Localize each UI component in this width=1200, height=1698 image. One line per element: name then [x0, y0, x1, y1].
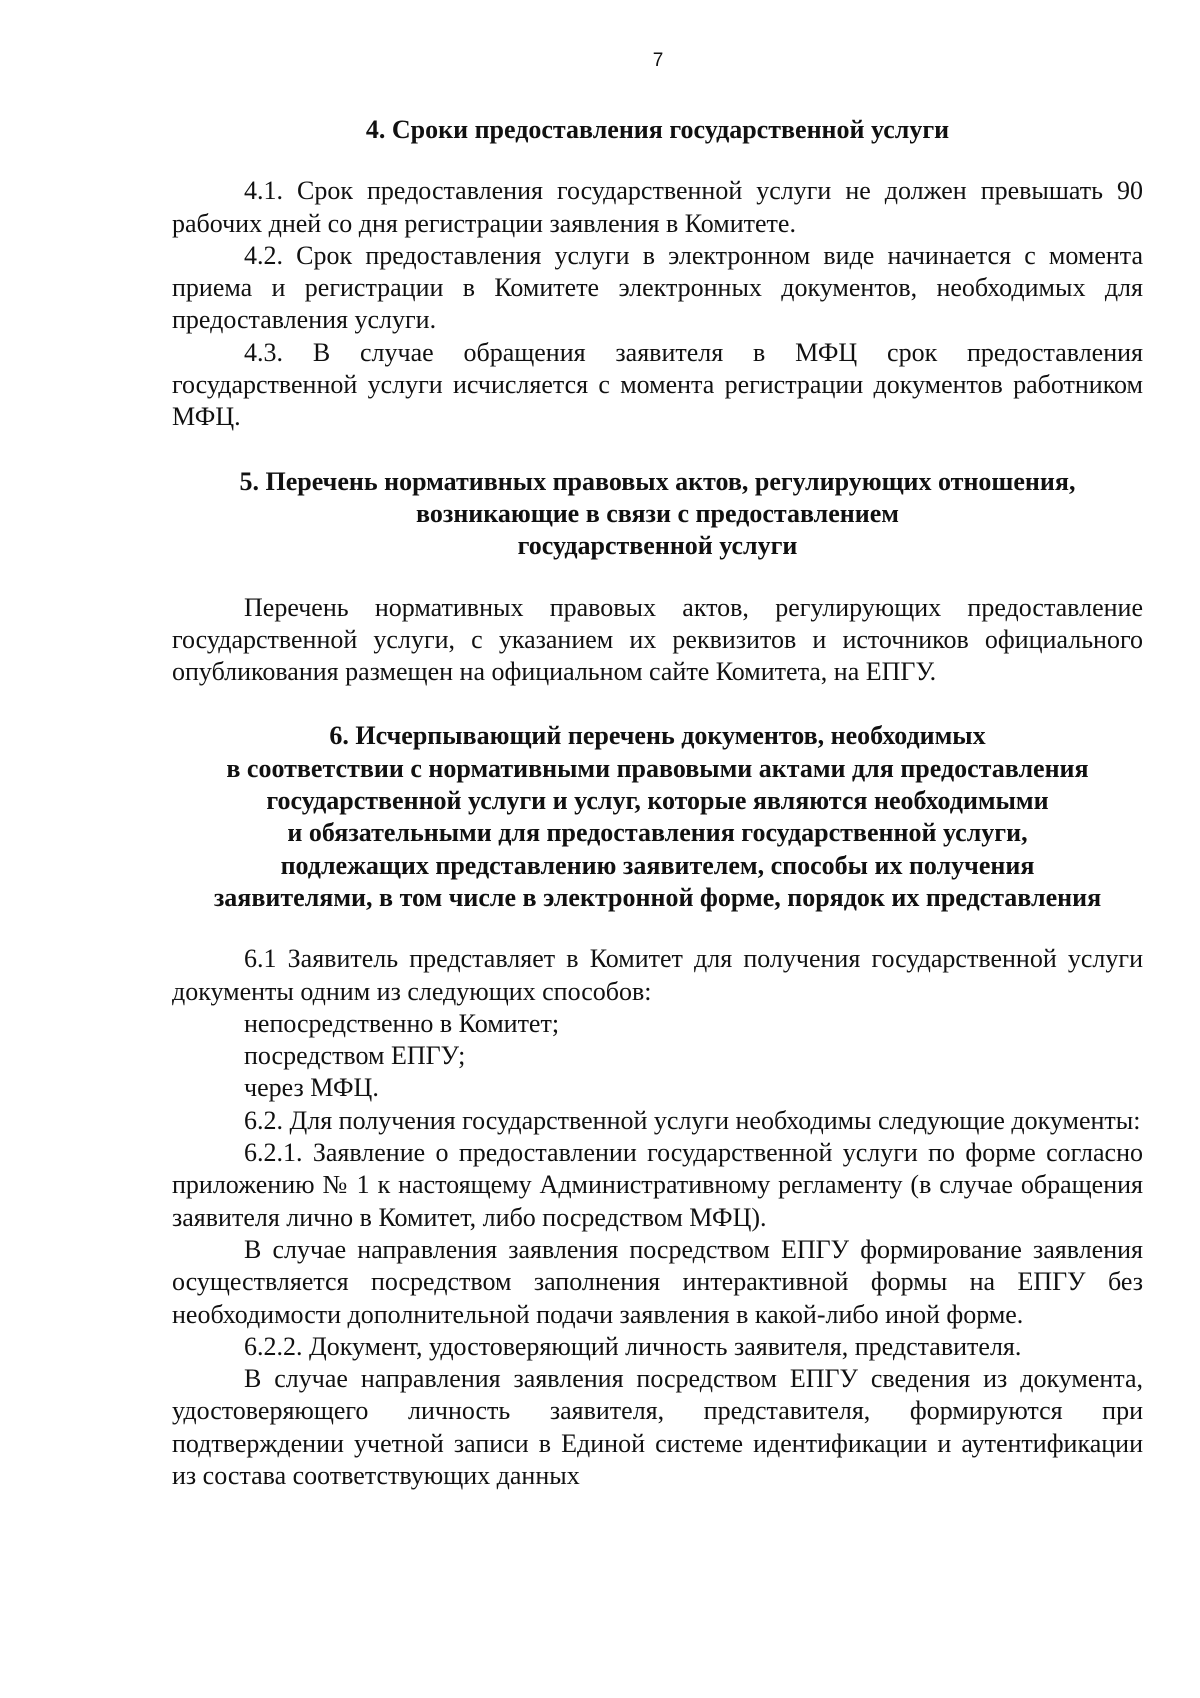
paragraph-5: Перечень нормативных правовых актов, регулирующих предоставление государственной услуги, с указанием их реквизитов и источников официального опубликования размещен на официальном сайте Комитета, на ЕПГУ.	[172, 592, 1143, 687]
section-6-title-line: и обязательными для предоставления государственной услуги,	[287, 818, 1028, 848]
section-5-title	[172, 466, 1143, 563]
section-6-title-line: в соответствии с нормативными правовыми актами для предоставления	[226, 753, 1089, 783]
paragraph-6-1: 6.1 Заявитель представляет в Комитет для получения государственной услуги документы одним из следующих способов:	[172, 944, 1143, 1006]
section-6-title	[172, 720, 1143, 914]
section-5-title-line: государственной услуги	[517, 531, 798, 561]
paragraph-6-2-1: 6.2.1. Заявление о предоставлении государственной услуги по форме согласно приложению № 1 к настоящему Административному регламенту (в случае обращения заявителя лично в Комитет, либо посредством МФЦ).	[172, 1138, 1143, 1232]
paragraph-epgu-form: В случае направления заявления посредством ЕПГУ формирование заявления осуществляется посредством заполнения интерактивной формы на ЕПГУ без необходимости дополнительной подачи заявления в какой-либо иной форме.	[172, 1234, 1143, 1329]
list-item-way: посредством ЕПГУ;	[244, 1041, 466, 1071]
page-number: 7	[652, 50, 664, 71]
paragraph-4-1: 4.1. Срок предоставления государственной услуги не должен превышать 90 рабочих дней со дня регистрации заявления в Комитете.	[172, 176, 1143, 238]
section-6-title-line: 6. Исчерпывающий перечень документов, необходимых	[329, 721, 986, 751]
section-5-title-line: возникающие в связи с предоставлением	[416, 498, 899, 528]
paragraph-6-2-2: 6.2.2. Документ, удостоверяющий личность заявителя, представителя.	[244, 1331, 1022, 1361]
section-6-title-line: государственной услуги и услуг, которые являются необходимыми	[266, 786, 1049, 816]
section-4-title-text: 4. Сроки предоставления государственной услуги	[365, 115, 950, 144]
list-item-way: через МФЦ.	[244, 1073, 379, 1103]
paragraph-6-2: 6.2. Для получения государственной услуги необходимы следующие документы:	[244, 1105, 1141, 1135]
document-body	[172, 114, 1143, 1492]
paragraph-epgu-identity: В случае направления заявления посредством ЕПГУ сведения из документа, удостоверяющего личность заявителя, представителя, формируются при подтверждении учетной записи в Единой системе идентификации и аутентификации из состава соответствующих данных	[172, 1364, 1143, 1490]
paragraph-4-2: 4.2. Срок предоставления услуги в электронном виде начинается с момента приема и регистрации в Комитете электронных документов, необходимых для предоставления услуги.	[172, 240, 1143, 335]
section-6-title-line: подлежащих представлению заявителем, способы их получения	[280, 850, 1035, 880]
list-item-way: непосредственно в Комитет;	[244, 1008, 560, 1038]
section-6-title-line: заявителями, в том числе в электронной форме, порядок их представления	[213, 882, 1102, 912]
paragraph-4-3: 4.3. В случае обращения заявителя в МФЦ срок предоставления государственной услуги исчисляется с момента регистрации документов работником МФЦ.	[172, 337, 1143, 432]
section-5-title-line: 5. Перечень нормативных правовых актов, регулирующих отношения,	[239, 466, 1076, 496]
section-4-title	[172, 114, 1143, 146]
